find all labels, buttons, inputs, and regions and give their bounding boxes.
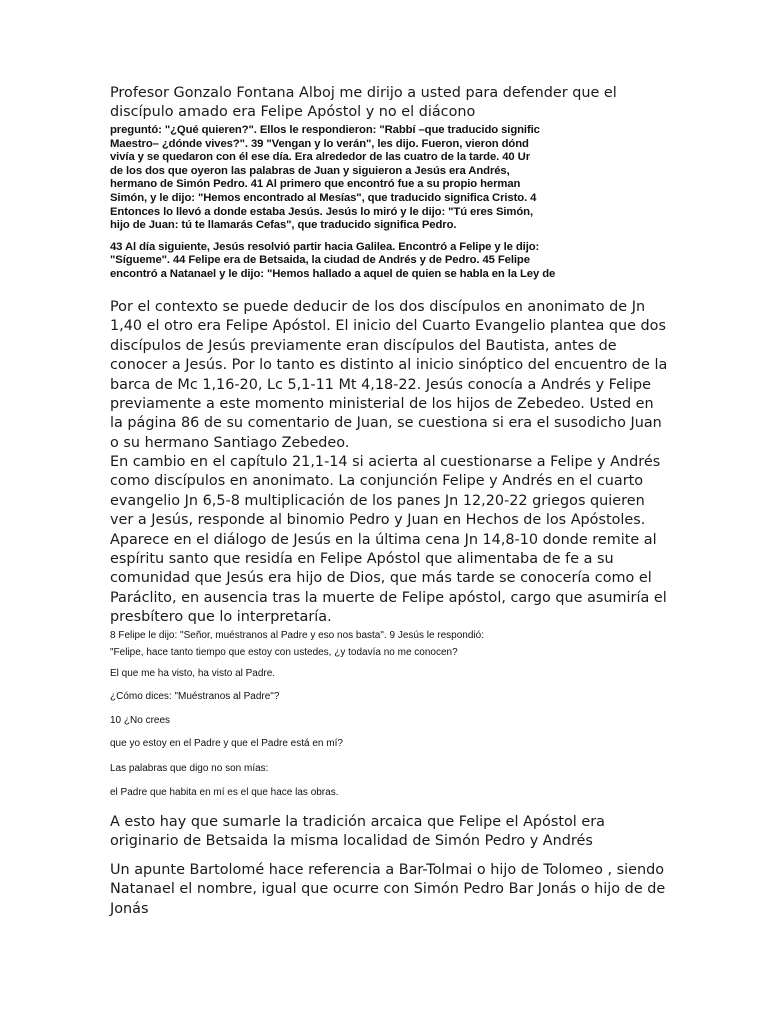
paragraph-bartolome: Un apunte Bartolomé hace referencia a Bar-Tolmai o hijo de Tolomeo , siendo Natanael el nombre, igual que ocurre con Simón Pedro Bar Jonás o hijo de de Jonás <box>110 862 666 917</box>
excerpt-line: 10 ¿No crees <box>110 715 171 726</box>
intro-paragraph: Profesor Gonzalo Fontana Alboj me dirijo a usted para defender que el discípulo amado era Felipe Apóstol y no el diácono <box>110 85 617 121</box>
paragraph-context: Por el contexto se puede deducir de los dos discípulos en anonimato de Jn 1,40 el otro era Felipe Apóstol. El inicio del Cuarto Evangelio plantea que dos discípulos de Jesús previamente eran discípulos del Bautista, antes de conocer a Jesús. Por lo tanto es distinto al inicio sinóptico del encuentro de la barca de Mc 1,16-20, Lc 5,1-11 Mt 4,18-22. Jesús conocía a Andrés y Felipe previamente a este momento ministerial de los hijos de Zebedeo. Usted en la página 86 de su comentario de Juan, se cuestiona si era el susodicho Juan o su hermano Santiago Zebedeo. <box>110 299 668 451</box>
excerpt-line: 8 Felipe le dijo: "Señor, muéstranos al Padre y eso nos basta". 9 Jesús le respondió: <box>110 630 484 641</box>
excerpt-line: Entonces lo llevó a donde estaba Jesús. Jesús lo miró y le dijo: "Tú eres Simón, <box>110 205 533 218</box>
excerpt-line: El que me ha visto, ha visto al Padre. <box>110 668 276 679</box>
excerpt-line: "Sígueme". 44 Felipe era de Betsaida, la ciudad de Andrés y de Pedro. 45 Felipe <box>110 254 530 267</box>
excerpt-line: encontró a Natanael y le dijo: "Hemos hallado a aquel de quien se habla en la Ley de <box>110 267 556 280</box>
excerpt-line: hermano de Simón Pedro. 41 Al primero que encontró fue a su propio herman <box>110 178 521 191</box>
excerpt-line: vivía y se quedaron con él ese día. Era alrededor de las cuatro de la tarde. 40 Ur <box>110 151 531 164</box>
excerpt-line: preguntó: "¿Qué quieren?". Ellos le respondieron: "Rabbí –que traducido signific <box>110 124 540 136</box>
excerpt-line: Las palabras que digo no son mías: <box>110 763 269 774</box>
excerpt-line: hijo de Juan: tú te llamarás Cefas", que traducido significa Pedro. <box>110 219 457 232</box>
excerpt-line: 43 Al día siguiente, Jesús resolvió partir hacia Galilea. Encontró a Felipe y le dijo: <box>110 240 540 253</box>
paragraph-chapter-21: En cambio en el capítulo 21,1-14 si acierta al cuestionarse a Felipe y Andrés como discípulos en anonimato. La conjunción Felipe y Andrés en el cuarto evangelio Jn 6,5-8 multiplicación de los panes Jn 12,20-22 griegos quieren ver a Jesús, responde al binomio Pedro y Juan en Hechos de los Apóstoles. Aparece en el diálogo de Jesús en la última cena Jn 14,8-10 donde remite al espíritu santo que residía en Felipe Apóstol que alimentaba de fe a su comunidad que Jesús era hijo de Dios, que más tarde se conocería como el Paráclito, en ausencia tras la muerte de Felipe apóstol, cargo que asumiría el presbítero que lo interpretaría. <box>110 454 667 626</box>
excerpt-line: Maestro– ¿dónde vives?". 39 "Vengan y lo verán", les dijo. Fueron, vieron dónd <box>110 137 529 150</box>
excerpt-line: de los dos que oyeron las palabras de Juan y siguieron a Jesús era Andrés, <box>110 164 510 177</box>
paragraph-tradition: A esto hay que sumarle la tradición arcaica que Felipe el Apóstol era originario de Betsaida la misma localidad de Simón Pedro y Andrés <box>110 814 605 850</box>
excerpt-line: que yo estoy en el Padre y que el Padre está en mí? <box>110 738 343 749</box>
excerpt-line: ¿Cómo dices: "Muéstranos al Padre"? <box>110 691 280 702</box>
scripture-excerpt-image-1 <box>110 124 576 284</box>
excerpt-line: el Padre que habita en mí es el que hace las obras. <box>110 787 339 798</box>
excerpt-line: Simón, y le dijo: "Hemos encontrado al Mesías", que traducido significa Cristo. 4 <box>110 191 537 204</box>
scripture-excerpt-image-2 <box>110 630 540 805</box>
excerpt-line: "Felipe, hace tanto tiempo que estoy con ustedes, ¿y todavía no me conocen? <box>110 647 458 658</box>
